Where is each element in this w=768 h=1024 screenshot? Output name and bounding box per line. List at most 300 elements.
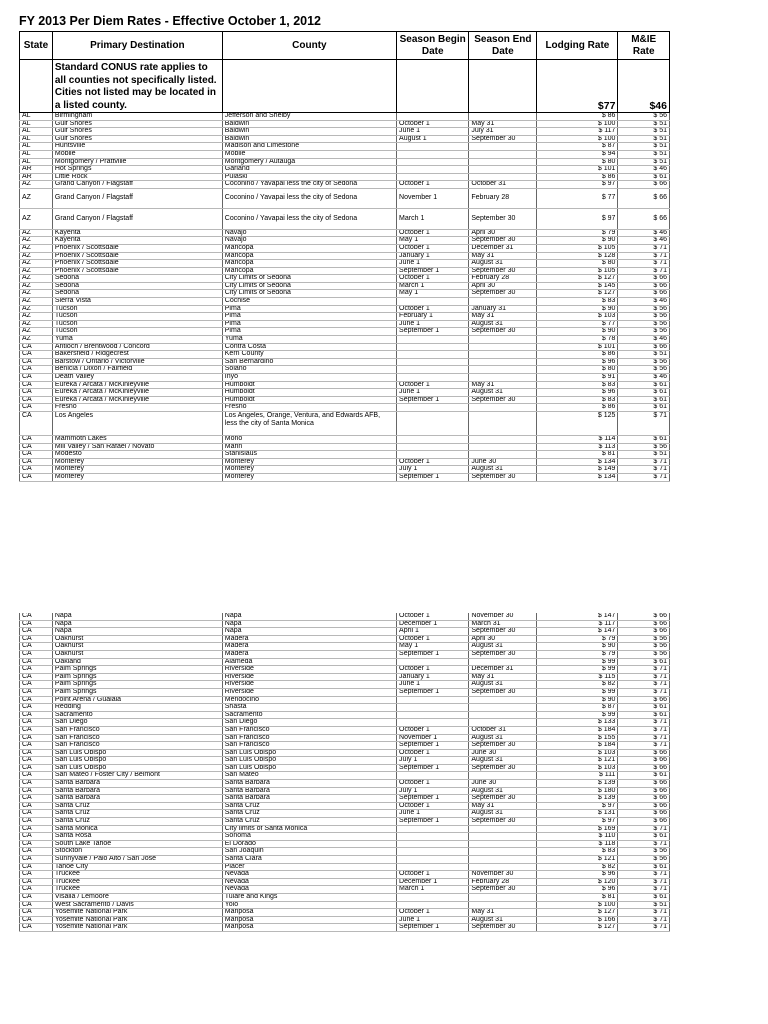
lodging-rate-cell: $ 86: [537, 351, 618, 359]
season-end-cell: June 30: [469, 780, 537, 788]
season-begin-cell: October 1: [397, 871, 469, 879]
lodging-rate-cell: $ 118: [537, 840, 618, 848]
mie-rate-cell: $ 56: [618, 856, 670, 864]
season-end-cell: September 30: [469, 328, 537, 336]
county-cell: Madison and Limestone: [222, 143, 396, 151]
mie-rate-cell: $ 61: [618, 381, 670, 389]
destination-cell: Palm Springs: [52, 681, 222, 689]
season-begin-cell: October 1: [397, 244, 469, 252]
season-begin-cell: [397, 840, 469, 848]
table-row: [20, 298, 670, 306]
state-cell: AZ: [20, 188, 53, 208]
county-cell: Santa Barbara: [222, 780, 396, 788]
season-end-cell: June 30: [469, 458, 537, 466]
state-cell: CA: [20, 825, 53, 833]
mie-rate-cell: $ 71: [618, 681, 670, 689]
lodging-rate-cell: $ 90: [537, 305, 618, 313]
state-cell: CA: [20, 628, 53, 636]
season-begin-cell: October 1: [397, 909, 469, 917]
table-row: [20, 389, 670, 397]
table-row: [20, 290, 670, 298]
season-end-cell: [469, 696, 537, 704]
destination-cell: Yosemite National Park: [52, 924, 222, 932]
destination-cell: Gulf Shores: [52, 135, 222, 143]
county-cell: San Francisco: [222, 742, 396, 750]
destination-cell: Fresno: [52, 404, 222, 412]
state-cell: AZ: [20, 244, 53, 252]
season-begin-cell: [397, 901, 469, 909]
season-end-cell: September 30: [469, 237, 537, 245]
header-county: County: [222, 32, 396, 60]
lodging-rate-cell: $ 169: [537, 825, 618, 833]
season-end-cell: May 31: [469, 313, 537, 321]
state-cell: CA: [20, 909, 53, 917]
state-cell: CA: [20, 351, 53, 359]
season-end-cell: September 30: [469, 135, 537, 143]
season-end-cell: April 30: [469, 635, 537, 643]
mie-rate-cell: $ 61: [618, 173, 670, 181]
mie-rate-cell: $ 71: [618, 252, 670, 260]
lodging-rate-cell: $ 149: [537, 466, 618, 474]
mie-rate-cell: $ 56: [618, 313, 670, 321]
season-begin-cell: October 1: [397, 780, 469, 788]
county-cell: Coconino / Yavapai less the city of Sedona: [222, 209, 396, 229]
table-row: [20, 381, 670, 389]
season-begin-cell: October 1: [397, 120, 469, 128]
season-begin-cell: [397, 158, 469, 166]
table-row: [20, 666, 670, 674]
season-begin-cell: [397, 298, 469, 306]
table-row: [20, 343, 670, 351]
standard-end-cell: [469, 60, 537, 113]
table-body-continued: [20, 613, 670, 931]
mie-rate-cell: $ 51: [618, 135, 670, 143]
county-cell: San Mateo: [222, 772, 396, 780]
county-cell: Monterey: [222, 466, 396, 474]
season-end-cell: [469, 451, 537, 459]
table-row: [20, 143, 670, 151]
destination-cell: Point Arena / Gualala: [52, 696, 222, 704]
mie-rate-cell: $ 71: [618, 840, 670, 848]
county-cell: Santa Cruz: [222, 802, 396, 810]
county-cell: Pima: [222, 313, 396, 321]
destination-cell: Oakland: [52, 658, 222, 666]
state-cell: CA: [20, 443, 53, 451]
season-end-cell: September 30: [469, 818, 537, 826]
season-begin-cell: May 1: [397, 290, 469, 298]
county-cell: Riverside: [222, 688, 396, 696]
destination-cell: Kayenta: [52, 237, 222, 245]
county-cell: Navajo: [222, 237, 396, 245]
destination-cell: Santa Barbara: [52, 780, 222, 788]
table-row: [20, 696, 670, 704]
season-end-cell: [469, 901, 537, 909]
destination-cell: Modesto: [52, 451, 222, 459]
table-row: [20, 818, 670, 826]
season-end-cell: January 31: [469, 305, 537, 313]
lodging-rate-cell: $ 111: [537, 772, 618, 780]
mie-rate-cell: $ 66: [618, 275, 670, 283]
county-cell: Alameda: [222, 658, 396, 666]
lodging-rate-cell: $ 77: [537, 320, 618, 328]
lodging-rate-cell: $ 155: [537, 734, 618, 742]
season-begin-cell: September 1: [397, 267, 469, 275]
table-row: [20, 351, 670, 359]
county-cell: Madera: [222, 635, 396, 643]
standard-lodging-rate: $77: [537, 60, 618, 113]
table-row: [20, 643, 670, 651]
destination-cell: San Francisco: [52, 726, 222, 734]
lodging-rate-cell: $ 100: [537, 120, 618, 128]
header-season-end: Season End Date: [469, 32, 537, 60]
lodging-rate-cell: $ 79: [537, 635, 618, 643]
state-cell: CA: [20, 871, 53, 879]
state-cell: CA: [20, 878, 53, 886]
season-begin-cell: July 1: [397, 757, 469, 765]
table-row: [20, 711, 670, 719]
state-cell: CA: [20, 749, 53, 757]
lodging-rate-cell: $ 131: [537, 810, 618, 818]
state-cell: AL: [20, 113, 53, 121]
county-cell: Shasta: [222, 704, 396, 712]
lodging-rate-cell: $ 100: [537, 135, 618, 143]
lodging-rate-cell: $ 81: [537, 451, 618, 459]
mie-rate-cell: $ 71: [618, 726, 670, 734]
season-begin-cell: September 1: [397, 650, 469, 658]
county-cell: City Limits of Sedona: [222, 282, 396, 290]
state-cell: CA: [20, 435, 53, 443]
county-cell: Pima: [222, 305, 396, 313]
season-begin-cell: October 1: [397, 381, 469, 389]
season-begin-cell: [397, 696, 469, 704]
destination-cell: Mill Valley / San Rafael / Novato: [52, 443, 222, 451]
per-diem-table-continued: [19, 613, 670, 932]
table-row: [20, 916, 670, 924]
state-cell: AZ: [20, 298, 53, 306]
county-cell: Monterey: [222, 473, 396, 481]
destination-cell: Tucson: [52, 313, 222, 321]
state-cell: AZ: [20, 282, 53, 290]
county-cell: Mobile: [222, 150, 396, 158]
table-row: [20, 635, 670, 643]
destination-cell: Truckee: [52, 886, 222, 894]
season-end-cell: September 30: [469, 688, 537, 696]
season-end-cell: August 31: [469, 389, 537, 397]
season-begin-cell: October 1: [397, 666, 469, 674]
county-cell: Maricopa: [222, 244, 396, 252]
season-end-cell: April 30: [469, 229, 537, 237]
mie-rate-cell: $ 46: [618, 237, 670, 245]
lodging-rate-cell: $ 96: [537, 358, 618, 366]
season-begin-cell: [397, 150, 469, 158]
table-row: [20, 742, 670, 750]
mie-rate-cell: $ 51: [618, 150, 670, 158]
table-row: [20, 749, 670, 757]
county-cell: Nevada: [222, 871, 396, 879]
season-end-cell: [469, 893, 537, 901]
lodging-rate-cell: $ 81: [537, 893, 618, 901]
destination-cell: Santa Barbara: [52, 795, 222, 803]
lodging-rate-cell: $ 139: [537, 795, 618, 803]
season-begin-cell: [397, 711, 469, 719]
county-cell: Santa Barbara: [222, 787, 396, 795]
mie-rate-cell: $ 61: [618, 404, 670, 412]
county-cell: Mariposa: [222, 909, 396, 917]
season-end-cell: August 31: [469, 466, 537, 474]
mie-rate-cell: $ 61: [618, 893, 670, 901]
county-cell: Pima: [222, 320, 396, 328]
mie-rate-cell: $ 66: [618, 818, 670, 826]
lodging-rate-cell: $ 180: [537, 787, 618, 795]
county-cell: Humboldt: [222, 396, 396, 404]
table-row: [20, 173, 670, 181]
destination-cell: Monterey: [52, 473, 222, 481]
destination-cell: Truckee: [52, 878, 222, 886]
mie-rate-cell: $ 71: [618, 878, 670, 886]
season-end-cell: August 31: [469, 787, 537, 795]
county-cell: San Luis Obispo: [222, 749, 396, 757]
destination-cell: West Sacramento / Davis: [52, 901, 222, 909]
season-end-cell: [469, 443, 537, 451]
table-row: [20, 856, 670, 864]
season-end-cell: August 31: [469, 810, 537, 818]
table-row: [20, 458, 670, 466]
lodging-rate-cell: $ 86: [537, 113, 618, 121]
destination-cell: Tucson: [52, 320, 222, 328]
table-row: [20, 282, 670, 290]
header-season-begin: Season Begin Date: [397, 32, 469, 60]
table-row: [20, 734, 670, 742]
season-end-cell: [469, 113, 537, 121]
state-cell: CA: [20, 358, 53, 366]
destination-cell: Sedona: [52, 290, 222, 298]
season-end-cell: [469, 848, 537, 856]
destination-cell: Sacramento: [52, 711, 222, 719]
county-cell: Nevada: [222, 878, 396, 886]
destination-cell: Grand Canyon / Flagstaff: [52, 209, 222, 229]
season-end-cell: February 28: [469, 188, 537, 208]
destination-cell: Santa Barbara: [52, 787, 222, 795]
state-cell: AZ: [20, 181, 53, 189]
table-row: [20, 313, 670, 321]
lodging-rate-cell: $ 97: [537, 209, 618, 229]
destination-cell: Oakhurst: [52, 635, 222, 643]
lodging-rate-cell: $ 79: [537, 650, 618, 658]
mie-rate-cell: $ 61: [618, 833, 670, 841]
state-cell: CA: [20, 704, 53, 712]
county-cell: Baldwin: [222, 128, 396, 136]
season-begin-cell: [397, 893, 469, 901]
destination-cell: Yosemite National Park: [52, 909, 222, 917]
state-cell: CA: [20, 389, 53, 397]
state-cell: CA: [20, 681, 53, 689]
lodging-rate-cell: $ 90: [537, 643, 618, 651]
lodging-rate-cell: $ 86: [537, 173, 618, 181]
season-end-cell: [469, 719, 537, 727]
table-row: [20, 435, 670, 443]
state-cell: CA: [20, 764, 53, 772]
lodging-rate-cell: $ 105: [537, 267, 618, 275]
state-cell: CA: [20, 458, 53, 466]
season-begin-cell: September 1: [397, 764, 469, 772]
state-cell: AL: [20, 128, 53, 136]
destination-cell: Tahoe City: [52, 863, 222, 871]
mie-rate-cell: $ 51: [618, 143, 670, 151]
lodging-rate-cell: $ 127: [537, 290, 618, 298]
mie-rate-cell: $ 51: [618, 451, 670, 459]
season-begin-cell: October 1: [397, 635, 469, 643]
season-begin-cell: September 1: [397, 818, 469, 826]
lodging-rate-cell: $ 113: [537, 443, 618, 451]
season-begin-cell: December 1: [397, 620, 469, 628]
mie-rate-cell: $ 71: [618, 244, 670, 252]
state-cell: CA: [20, 901, 53, 909]
state-cell: CA: [20, 780, 53, 788]
season-end-cell: [469, 150, 537, 158]
table-row: [20, 229, 670, 237]
county-cell: Baldwin: [222, 135, 396, 143]
county-cell: Santa Clara: [222, 856, 396, 864]
table-row: [20, 650, 670, 658]
destination-cell: Redding: [52, 704, 222, 712]
state-cell: CA: [20, 726, 53, 734]
standard-county-cell: [222, 60, 396, 113]
state-cell: CA: [20, 688, 53, 696]
state-cell: CA: [20, 466, 53, 474]
mie-rate-cell: $ 71: [618, 688, 670, 696]
county-cell: Napa: [222, 613, 396, 620]
header-row: [20, 32, 670, 60]
table-row: [20, 878, 670, 886]
county-cell: Santa Cruz: [222, 810, 396, 818]
county-cell: Jefferson and Shelby: [222, 113, 396, 121]
mie-rate-cell: $ 56: [618, 305, 670, 313]
season-begin-cell: [397, 443, 469, 451]
lodging-rate-cell: $ 184: [537, 726, 618, 734]
state-cell: AZ: [20, 290, 53, 298]
county-cell: Napa: [222, 628, 396, 636]
destination-cell: Monterey: [52, 458, 222, 466]
season-begin-cell: [397, 772, 469, 780]
destination-cell: Phoenix / Scottsdale: [52, 252, 222, 260]
season-begin-cell: January 1: [397, 252, 469, 260]
mie-rate-cell: $ 66: [618, 628, 670, 636]
county-cell: Sacramento: [222, 711, 396, 719]
destination-cell: Yuma: [52, 336, 222, 344]
destination-cell: Tucson: [52, 328, 222, 336]
lodging-rate-cell: $ 105: [537, 244, 618, 252]
season-end-cell: [469, 358, 537, 366]
county-cell: Riverside: [222, 666, 396, 674]
county-cell: Baldwin: [222, 120, 396, 128]
lodging-rate-cell: $ 184: [537, 742, 618, 750]
table-row: [20, 358, 670, 366]
table-row: [20, 443, 670, 451]
state-cell: CA: [20, 719, 53, 727]
season-begin-cell: October 1: [397, 229, 469, 237]
season-end-cell: [469, 166, 537, 174]
mie-rate-cell: $ 56: [618, 635, 670, 643]
state-cell: CA: [20, 696, 53, 704]
table-body: [20, 60, 670, 482]
season-begin-cell: October 1: [397, 749, 469, 757]
destination-cell: Monterey: [52, 466, 222, 474]
state-cell: CA: [20, 772, 53, 780]
table-row: [20, 260, 670, 268]
destination-cell: Palm Springs: [52, 666, 222, 674]
season-begin-cell: March 1: [397, 209, 469, 229]
county-cell: San Bernardino: [222, 358, 396, 366]
season-end-cell: May 31: [469, 909, 537, 917]
season-end-cell: [469, 298, 537, 306]
destination-cell: South Lake Tahoe: [52, 840, 222, 848]
county-cell: Mendocino: [222, 696, 396, 704]
mie-rate-cell: $ 71: [618, 909, 670, 917]
season-begin-cell: [397, 411, 469, 435]
season-begin-cell: [397, 719, 469, 727]
mie-rate-cell: $ 56: [618, 366, 670, 374]
state-cell: CA: [20, 620, 53, 628]
mie-rate-cell: $ 66: [618, 181, 670, 189]
table-row: [20, 613, 670, 620]
county-cell: Garland: [222, 166, 396, 174]
state-cell: CA: [20, 658, 53, 666]
mie-rate-cell: $ 71: [618, 267, 670, 275]
season-begin-cell: [397, 704, 469, 712]
season-begin-cell: October 1: [397, 181, 469, 189]
season-end-cell: October 31: [469, 726, 537, 734]
mie-rate-cell: $ 71: [618, 719, 670, 727]
lodging-rate-cell: $ 114: [537, 435, 618, 443]
mie-rate-cell: $ 71: [618, 666, 670, 674]
state-cell: AZ: [20, 260, 53, 268]
season-begin-cell: October 1: [397, 726, 469, 734]
state-cell: CA: [20, 643, 53, 651]
season-begin-cell: [397, 173, 469, 181]
mie-rate-cell: $ 46: [618, 336, 670, 344]
season-begin-cell: [397, 435, 469, 443]
mie-rate-cell: $ 71: [618, 473, 670, 481]
table-row: [20, 305, 670, 313]
mie-rate-cell: $ 66: [618, 613, 670, 620]
state-cell: AZ: [20, 229, 53, 237]
county-cell: Monterey: [222, 458, 396, 466]
season-end-cell: June 30: [469, 749, 537, 757]
lodging-rate-cell: $ 121: [537, 757, 618, 765]
destination-cell: San Luis Obispo: [52, 764, 222, 772]
mie-rate-cell: $ 71: [618, 886, 670, 894]
state-cell: AZ: [20, 313, 53, 321]
state-cell: AL: [20, 150, 53, 158]
lodging-rate-cell: $ 87: [537, 143, 618, 151]
mie-rate-cell: $ 46: [618, 374, 670, 382]
table-row: [20, 237, 670, 245]
table-row: [20, 787, 670, 795]
county-cell: Fresno: [222, 404, 396, 412]
lodging-rate-cell: $ 97: [537, 818, 618, 826]
destination-cell: Napa: [52, 628, 222, 636]
lodging-rate-cell: $ 115: [537, 673, 618, 681]
mie-rate-cell: $ 56: [618, 328, 670, 336]
mie-rate-cell: $ 51: [618, 158, 670, 166]
standard-mie-rate: $46: [618, 60, 670, 113]
state-cell: CA: [20, 673, 53, 681]
lodging-rate-cell: $ 80: [537, 366, 618, 374]
lodging-rate-cell: $ 99: [537, 711, 618, 719]
destination-cell: San Diego: [52, 719, 222, 727]
season-end-cell: [469, 351, 537, 359]
state-cell: AZ: [20, 252, 53, 260]
